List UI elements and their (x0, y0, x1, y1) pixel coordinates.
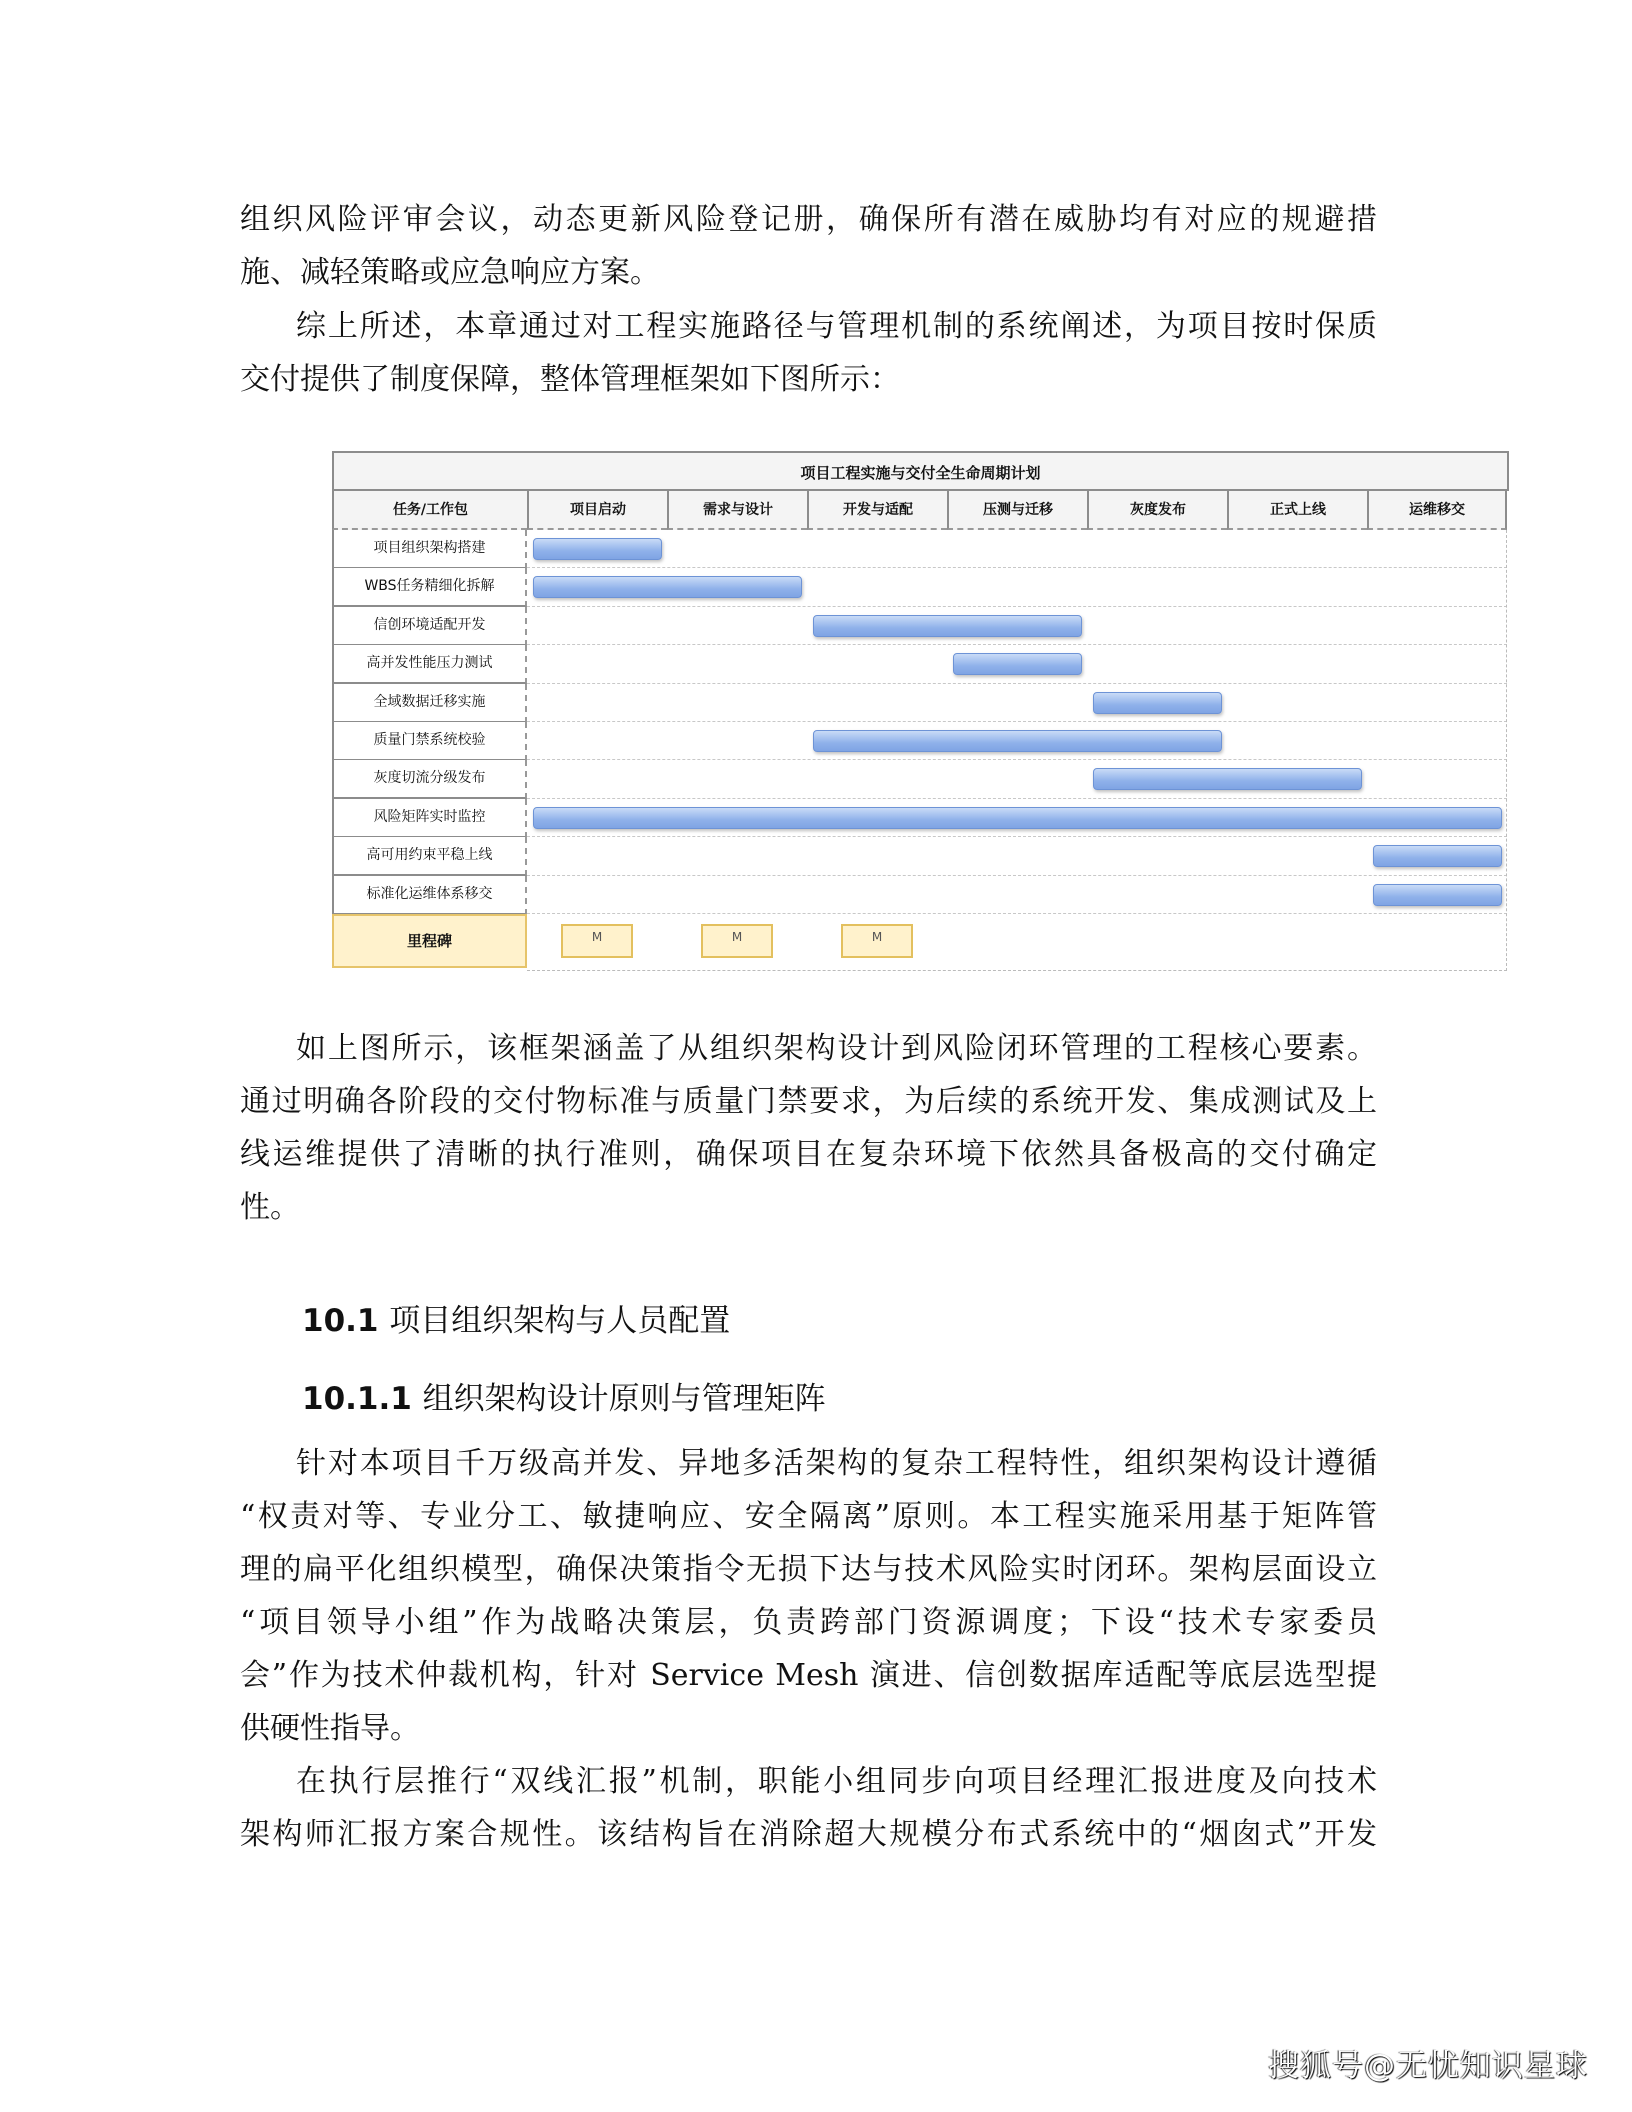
text-line: 供硬性指导。 (240, 1711, 420, 1746)
paragraph-3 (240, 1022, 1377, 1234)
task-bar (1373, 845, 1502, 867)
text-line: 架构师汇报方案合规性。该结构旨在消除超大规模分布式系统中的“烟囱式”开发 (240, 1817, 1377, 1852)
task-label: 标准化运维体系移交 (332, 876, 527, 915)
task-label: 项目组织架构搭建 (332, 530, 527, 569)
text-line: 交付提供了制度保障，整体管理框架如下图所示： (240, 362, 900, 397)
row-divider (527, 567, 1507, 568)
row-divider (527, 644, 1507, 645)
heading-number: 10.1 (302, 1303, 379, 1339)
task-label: 质量门禁系统校验 (332, 722, 527, 761)
task-bar (533, 538, 662, 560)
text-line: 如上图所示，该框架涵盖了从组织架构设计到风险闭环管理的工程核心要素。 (296, 1031, 1377, 1066)
text-line: 组织风险评审会议，动态更新风险登记册，确保所有潜在威胁均有对应的规避措 (240, 202, 1377, 237)
task-label: WBS任务精细化拆解 (332, 568, 527, 607)
task-label: 风险矩阵实时监控 (332, 799, 527, 838)
text-line: 施、减轻策略或应急响应方案。 (240, 255, 660, 290)
task-label: 全域数据迁移实施 (332, 684, 527, 723)
text-line: 理的扁平化组织模型，确保决策指令无损下达与技术风险实时闭环。架构层面设立 (240, 1552, 1377, 1587)
row-divider (527, 875, 1507, 876)
text-line: 性。 (240, 1190, 300, 1225)
task-label: 信创环境适配开发 (332, 607, 527, 646)
text-line: 综上所述，本章通过对工程实施路径与管理机制的系统阐述，为项目按时保质 (296, 309, 1377, 344)
milestone-marker: M (841, 924, 913, 958)
chart-title: 项目工程实施与交付全生命周期计划 (332, 451, 1509, 491)
phase-header: 开发与适配 (807, 489, 947, 530)
task-label: 高并发性能压力测试 (332, 645, 527, 684)
paragraph-5 (240, 1755, 1377, 1861)
task-column-header: 任务/工作包 (332, 489, 527, 530)
text-line: 线运维提供了清晰的执行准则，确保项目在复杂环境下依然具备极高的交付确定 (240, 1137, 1377, 1172)
task-bar (533, 576, 802, 598)
milestone-marker: M (701, 924, 773, 958)
heading-number: 10.1.1 (302, 1381, 412, 1417)
phase-header: 项目启动 (527, 489, 667, 530)
chart-bottom-border (527, 970, 1507, 971)
text-line: “项目领导小组”作为战略决策层，负责跨部门资源调度；下设“技术专家委员 (240, 1605, 1377, 1640)
phase-header: 需求与设计 (667, 489, 807, 530)
task-bar (1093, 768, 1362, 790)
phase-header: 正式上线 (1227, 489, 1367, 530)
row-divider (527, 606, 1507, 607)
milestone-marker: M (561, 924, 633, 958)
text-line: “权责对等、专业分工、敏捷响应、安全隔离”原则。本工程实施采用基于矩阵管 (240, 1499, 1377, 1534)
paragraph-2 (240, 300, 1377, 406)
row-divider (527, 836, 1507, 837)
row-divider (527, 798, 1507, 799)
task-label: 高可用约束平稳上线 (332, 837, 527, 876)
text-line: 在执行层推行“双线汇报”机制，职能小组同步向项目经理汇报进度及向技术 (296, 1764, 1377, 1799)
task-bar (1093, 692, 1222, 714)
row-divider (527, 913, 1507, 914)
row-divider (527, 721, 1507, 722)
task-bar (1373, 884, 1502, 906)
section-heading-10-1-1 (302, 1373, 826, 1418)
heading-text: 项目组织架构与人员配置 (389, 1303, 731, 1339)
text-line: 针对本项目千万级高并发、异地多活架构的复杂工程特性，组织架构设计遵循 (296, 1446, 1377, 1481)
phase-header: 灰度发布 (1087, 489, 1227, 530)
task-bar (533, 807, 1502, 829)
paragraph-1 (240, 193, 1377, 299)
task-label: 灰度切流分级发布 (332, 760, 527, 799)
milestone-label: 里程碑 (332, 914, 527, 968)
section-heading-10-1 (302, 1295, 730, 1340)
phase-header: 压测与迁移 (947, 489, 1087, 530)
paragraph-4 (240, 1437, 1377, 1755)
task-bar (813, 615, 1082, 637)
task-bar (953, 653, 1082, 675)
phase-header: 运维移交 (1367, 489, 1507, 530)
task-bar (813, 730, 1222, 752)
row-divider (527, 759, 1507, 760)
heading-text: 组织架构设计原则与管理矩阵 (422, 1381, 826, 1417)
chart-right-border (1506, 530, 1507, 971)
text-line: 会”作为技术仲裁机构，针对 Service Mesh 演进、信创数据库适配等底层选型提 (240, 1658, 1377, 1693)
footer-watermark: 搜狐号@无忧知识星球 (1268, 2048, 1588, 2084)
gantt-chart (332, 451, 1507, 971)
row-divider (527, 683, 1507, 684)
text-line: 通过明确各阶段的交付物标准与质量门禁要求，为后续的系统开发、集成测试及上 (240, 1084, 1377, 1119)
